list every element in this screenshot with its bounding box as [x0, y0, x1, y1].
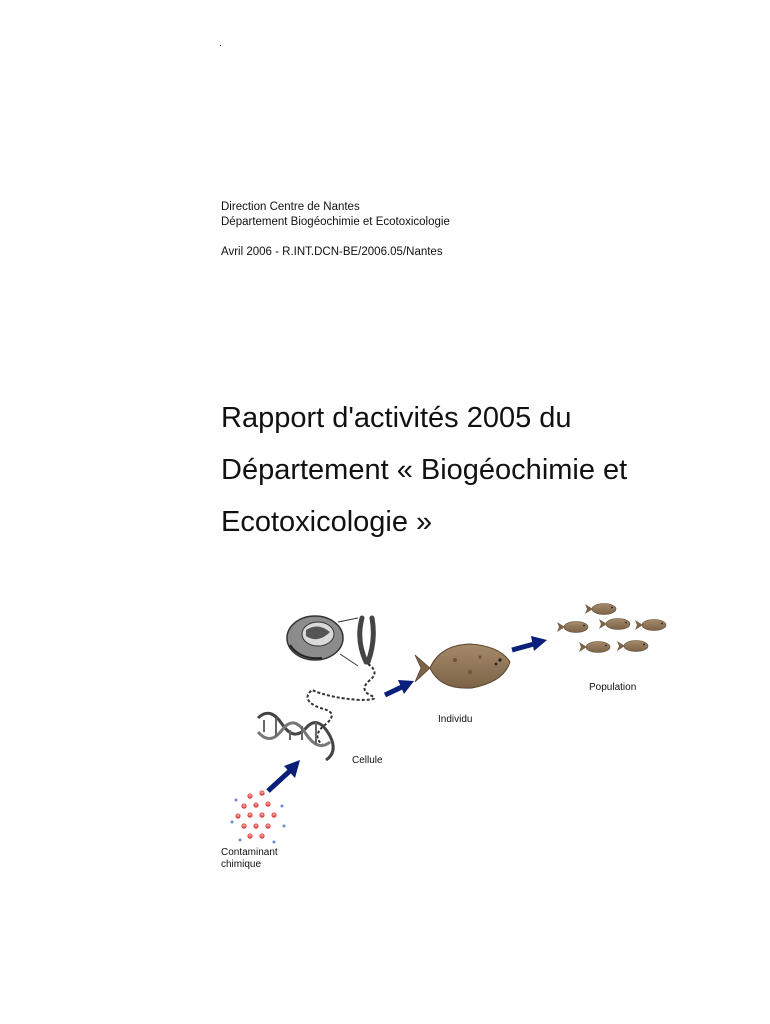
org-line-2: Département Biogéochimie et Ecotoxicologie	[221, 216, 450, 228]
contaminant-molecule-icon	[231, 790, 286, 843]
arrow-icon	[385, 680, 414, 695]
title-line-2: Département « Biogéochimie et	[221, 454, 628, 486]
label-contaminant-line-2: chimique	[221, 859, 262, 870]
label-cellule: Cellule	[352, 755, 383, 766]
label-population: Population	[589, 682, 637, 693]
label-individu: Individu	[438, 714, 473, 725]
report-reference: Avril 2006 - R.INT.DCN-BE/2006.05/Nantes	[221, 246, 443, 258]
cell-dna-icon	[258, 616, 375, 760]
label-contaminant-line-1: Contaminant	[221, 847, 278, 858]
org-line-1: Direction Centre de Nantes	[221, 201, 360, 213]
title-line-3: Ecotoxicologie »	[221, 506, 433, 538]
fish-population-icon	[557, 604, 666, 653]
title-line-1: Rapport d'activités 2005 du	[221, 402, 572, 434]
page-mark: .	[219, 38, 222, 49]
flatfish-icon	[414, 640, 520, 696]
arrow-icon	[268, 760, 300, 791]
